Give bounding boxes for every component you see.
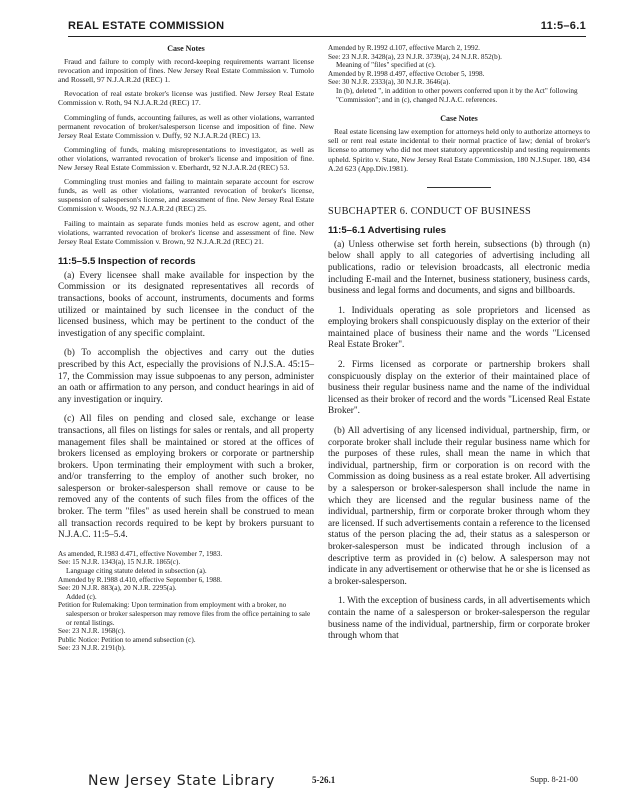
rule-paragraph: (a) Unless otherwise set forth herein, subsections (b) through (n) below shall apply to all categories of advertising including all publications, radio or television broadcasts, all electronic media including E-mail and the Internet, business stationery, business cards, business and legal forms and documents, and signs and billboards.: [328, 239, 590, 297]
page-footer: [88, 773, 578, 793]
history-line: Meaning of "files" specified at (c).: [336, 61, 436, 70]
case-note: Real estate licensing law exemption for attorneys held only to authorize attorneys to sell or rent real estate incidental to their normal practice of law; denial of broker's license to attorney who did not meet statutory apprenticeship and testing requirements upheld. Spirito v. State, New Jersey Real Estate Commission, 180 N.J.Super. 180, 434 A.2d 623 (App.Div.1981).: [328, 127, 590, 173]
case-notes-block: [328, 114, 590, 173]
left-column: [58, 44, 314, 653]
rule-paragraph: 2. Firms licensed as corporate or partnership brokers shall conspicuously display on the exterior of their maintained place of business their regular business name and the name of the individual licensed as their broker of record and the words "Licensed Real Estate Broker".: [328, 360, 590, 417]
page-number: 5-26.1: [312, 775, 336, 785]
running-header: [68, 20, 586, 37]
history-line: Amended by R.1998 d.497, effective October 5, 1998.: [328, 69, 485, 78]
case-note: Commingling of funds, accounting failures, as well as other violations, warranted permanent revocation of broker/salesperson license and imposition of fine. New Jersey Real Estate Commission v. Duffy, 92 N.J.A.R.2d (REC) 13.: [58, 112, 314, 140]
history-line: See: 23 N.J.R. 2191(b).: [58, 644, 126, 653]
history-line: See: 15 N.J.R. 1343(a), 15 N.J.R. 1865(c).: [58, 558, 181, 567]
history-line: Amended by R.1992 d.107, effective March 2, 1992.: [328, 44, 480, 52]
case-note: Fraud and failure to comply with record-keeping requirements warrant license revocation and imposition of fines. New Jersey Real Estate Commission v. Tumolo and Rossell, 97 N.J.A.R.2d (REC) 1.: [58, 57, 314, 85]
case-notes-title: Case Notes: [167, 44, 205, 53]
case-note: Failing to maintain as separate funds monies held as escrow agent, and other violations, warranted revocation of broker's license and assessment of fine. New Jersey Real Estate Commission v. Brown, 92 N.J.A.R.2d (REC) 21.: [58, 218, 314, 246]
case-note: Revocation of real estate broker's license was justified. New Jersey Real Estate Commission v. Roth, 94 N.J.A.R.2d (REC) 17.: [58, 89, 314, 108]
history-line: See: 23 N.J.R. 1968(c).: [58, 627, 126, 636]
rule-paragraph: 1. With the exception of business cards, in all advertisements which contain the name of a salesperson or broker-salesperson the regular business name of the individual, partnership, firm or corporate broker through whom that: [328, 596, 590, 642]
rule-paragraph: (a) Every licensee shall make available for inspection by the Commission or its designated representatives all records of transactions, books of account, instruments, documents and forms utilized or maintained by such licensee in the conduct of the licensed business, which may be pertinent to the conduct of the investigation of any specific complaint.: [58, 270, 314, 339]
right-column: [328, 44, 590, 651]
history-notes: [328, 44, 590, 104]
header-section-number: 11:5–6.1: [540, 20, 586, 32]
history-line: Amended by R.1988 d.410, effective September 6, 1988.: [58, 575, 222, 584]
history-line: See: 30 N.J.R. 2333(a), 30 N.J.R. 3646(a).: [328, 78, 451, 87]
history-line: Language citing statute deleted in subsection (a).: [66, 567, 207, 576]
section-heading: 11:5–6.1 Advertising rules: [328, 224, 447, 236]
history-line: Petition for Rulemaking: Upon termination from employment with a broker, no salesperson or broker salesperson may remove files from the office pertaining to sale or rental listings.: [58, 601, 311, 627]
section-divider: [427, 187, 491, 188]
case-note: Commingling trust monies and failing to maintain separate account for escrow funds, as well as other violations, warranted revocation of broker's license, suspension of salesperson's license, and assessment of fine. New Jersey Real Estate Commission v. Woods, 92 N.J.A.R.2d (REC) 25.: [58, 177, 314, 214]
supplement-date: Supp. 8-21-00: [530, 775, 578, 784]
history-line: In (b), deleted ", in addition to other powers conferred upon it by the Act" following "Commission"; and in (c), changed N.J.A.C. references.: [336, 86, 578, 104]
library-watermark: New Jersey State Library: [88, 773, 275, 789]
history-notes: [58, 550, 314, 653]
subchapter-heading: SUBCHAPTER 6. CONDUCT OF BUSINESS: [328, 205, 531, 217]
case-note: Commingling of funds, making misrepresentations to investigator, as well as other violations, warranted revocation of broker's license and imposition of fine. New Jersey Real Estate Commission v. Eberhardt, 92 N.J.A.R.2d (REC) 53.: [58, 144, 314, 173]
rule-paragraph: (b) All advertising of any licensed individual, partnership, firm, or corporate broker shall include their regular business name which for the purposes of these rules, shall mean the name in which that individual, partnership, firm or corporation is on record with the Commission as doing business as a real estate broker. All advertising by a salesperson or broker-salesperson shall include the name in which they are licensed and the regular business name of the individual, partnership, firm or corporate broker through whom they are licensed. If such advertisements contain a reference to the licensed status of the person placing the ad, their status as a salesperson or broker-salesperson must be indicated through inclusion of a descriptive term as provided in (c) below. A salesperson may not indicate in any advertisement or otherwise that he or she is licensed as a broker-salesperson.: [328, 426, 590, 587]
history-line: See: 20 N.J.R. 883(a), 20 N.J.R. 2295(a).: [58, 584, 177, 593]
rule-paragraph: (c) All files on pending and closed sale, exchange or lease transactions, all files on listings for sales or rentals, and all property management files shall be maintained or stored at the offices of brokers licensed as employing brokers or corporate or partnership brokers. Upon terminating their employment with such a broker, and/or transferring to the employ of another such broker, no salesperson or broker-salesperson shall remove or cause to be removed any of the contents of such files from the offices of the broker. The term "files" as used herein shall be construed to mean all transaction records required to be kept by brokers pursuant to N.J.A.C. 11:5–5.4.: [58, 414, 314, 541]
section-heading: 11:5–5.5 Inspection of records: [58, 255, 196, 267]
rule-paragraph: 1. Individuals operating as sole proprietors and licensed as employing brokers shall conspicuously display on the exterior of their maintained place of business their name and the words "Licensed Real Estate Broker".: [328, 305, 590, 351]
history-line: As amended, R.1983 d.471, effective November 7, 1983.: [58, 549, 223, 558]
case-notes-block: [58, 44, 314, 246]
rule-paragraph: (b) To accomplish the objectives and carry out the duties prescribed by this Act, especially the provisions of N.J.S.A. 45:15–17, the Commission may issue subpoenas to any person, administer an oath or affirmation to any person, and conduct hearings in aid of any investigation or inquiry.: [58, 348, 314, 405]
history-line: See: 23 N.J.R. 3428(a), 23 N.J.R. 3739(a), 24 N.J.R. 852(b).: [328, 52, 502, 61]
case-notes-title: Case Notes: [440, 114, 478, 124]
history-line: Added (c).: [66, 592, 97, 601]
history-line: Public Notice: Petition to amend subsection (c).: [58, 635, 196, 644]
header-title: REAL ESTATE COMMISSION: [68, 20, 225, 32]
